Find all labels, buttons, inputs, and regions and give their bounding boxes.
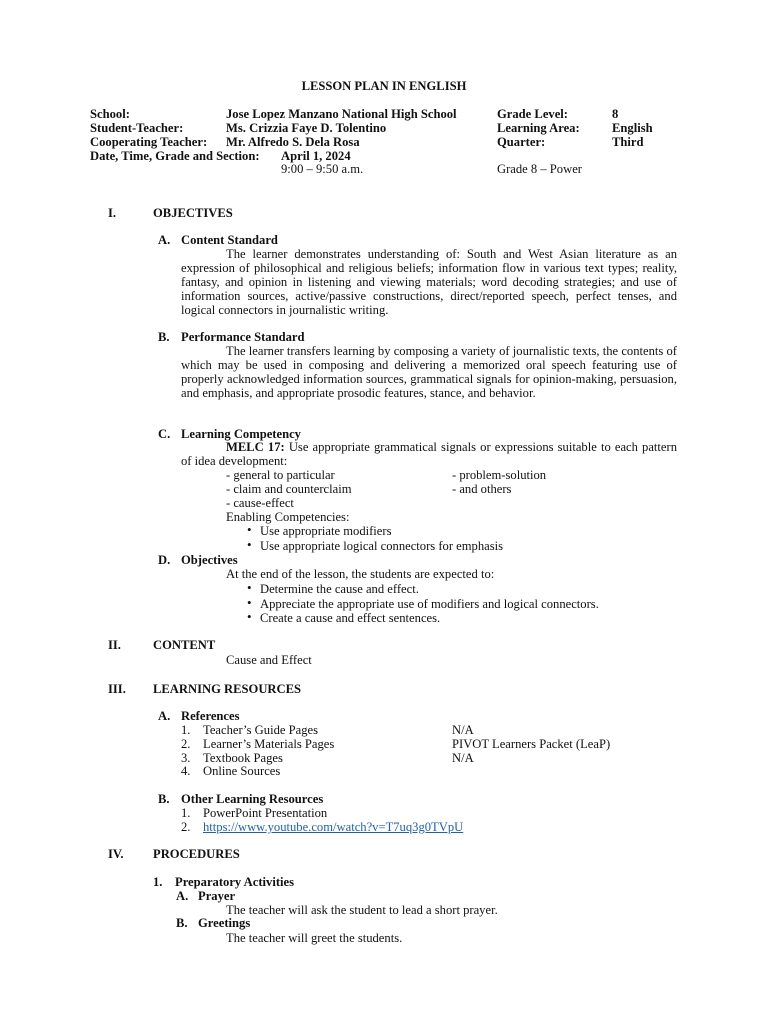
objectives-intro: At the end of the lesson, the students are expected to:: [226, 567, 495, 581]
date-value: April 1, 2024: [281, 149, 351, 163]
references-heading: References: [181, 709, 240, 723]
subsection-letter: B.: [158, 792, 170, 806]
learning-area-label: Learning Area:: [497, 121, 580, 135]
section-numeral-content: II.: [108, 638, 121, 652]
cooperating-teacher-label: Cooperating Teacher:: [90, 135, 208, 149]
reference-label: Textbook Pages: [203, 751, 283, 765]
enabling-item: • Use appropriate logical connectors for emphasis: [260, 539, 503, 553]
document-title: LESSON PLAN IN ENGLISH: [301, 79, 467, 93]
reference-num: 2.: [181, 737, 191, 751]
objective-item: • Create a cause and effect sentences.: [260, 611, 440, 625]
time-value: 9:00 – 9:50 a.m.: [281, 162, 364, 176]
greetings-heading: Greetings: [198, 916, 251, 930]
melc-label: MELC 17:: [226, 440, 285, 454]
preparatory-heading: Preparatory Activities: [175, 875, 295, 889]
reference-label: Teacher’s Guide Pages: [203, 723, 318, 737]
quarter-label: Quarter:: [497, 135, 546, 149]
learning-competency-heading: Learning Competency: [181, 427, 301, 441]
greetings-text: The teacher will greet the students.: [226, 931, 403, 945]
prayer-text: The teacher will ask the student to lead a short prayer.: [226, 903, 498, 917]
melc-text: Use appropriate grammatical signals or expressions suitable to each pattern of idea development:: [181, 440, 678, 468]
subsection-letter: C.: [158, 427, 171, 441]
section-heading-objectives: OBJECTIVES: [153, 206, 233, 220]
performance-standard-heading: Performance Standard: [181, 330, 305, 344]
section-heading-resources: LEARNING RESOURCES: [153, 682, 302, 696]
other-resource-num: 1.: [181, 806, 191, 820]
reference-label: Learner’s Materials Pages: [203, 737, 335, 751]
section-value: Grade 8 – Power: [497, 162, 582, 176]
subsection-letter: B.: [176, 916, 188, 930]
prayer-heading: Prayer: [198, 889, 236, 903]
other-resources-heading: Other Learning Resources: [181, 792, 324, 806]
content-standard-text: The learner demonstrates understanding of: South and West Asian literature as an expression of philosophical and religious beliefs; information flow in various text types; reality, fantasy, and opinion in listening and viewing materials; word decoding strategies; and use of information sources, active/passive constructions, direct/reported speech, perfect tenses, and logical connectors in journalistic writing.: [181, 247, 677, 317]
quarter-value: Third: [612, 135, 644, 149]
subsection-letter: A.: [176, 889, 189, 903]
enabling-competencies-label: Enabling Competencies:: [226, 510, 350, 524]
subsection-letter: D.: [158, 553, 171, 567]
content-standard-heading: Content Standard: [181, 233, 278, 247]
grade-level-label: Grade Level:: [497, 107, 568, 121]
pattern-item: - cause-effect: [226, 496, 294, 510]
melc-paragraph: [181, 440, 677, 468]
content-text: Cause and Effect: [226, 653, 312, 667]
section-heading-procedures: PROCEDURES: [153, 847, 240, 861]
objectives-heading: Objectives: [181, 553, 238, 567]
section-numeral-resources: III.: [108, 682, 126, 696]
objective-item: • Determine the cause and effect.: [260, 582, 419, 596]
reference-label: Online Sources: [203, 764, 281, 778]
preparatory-num: 1.: [153, 875, 163, 889]
pattern-item: - claim and counterclaim: [226, 482, 352, 496]
cooperating-teacher-value: Mr. Alfredo S. Dela Rosa: [226, 135, 360, 149]
student-teacher-value: Ms. Crizzia Faye D. Tolentino: [226, 121, 387, 135]
subsection-letter: A.: [158, 709, 171, 723]
enabling-item: • Use appropriate modifiers: [260, 524, 392, 538]
objective-item: • Appreciate the appropriate use of modifiers and logical connectors.: [260, 597, 599, 611]
learning-area-value: English: [612, 121, 653, 135]
pattern-item: - general to particular: [226, 468, 335, 482]
reference-value: N/A: [452, 751, 474, 765]
youtube-link[interactable]: https://www.youtube.com/watch?v=T7uq3g0TVpU: [203, 820, 464, 834]
section-numeral-objectives: I.: [108, 206, 117, 220]
reference-num: 3.: [181, 751, 191, 765]
subsection-letter: B.: [158, 330, 170, 344]
subsection-letter: A.: [158, 233, 171, 247]
reference-num: 1.: [181, 723, 191, 737]
other-resource-label: PowerPoint Presentation: [203, 806, 328, 820]
reference-value: PIVOT Learners Packet (LeaP): [452, 737, 611, 751]
other-resource-num: 2.: [181, 820, 191, 834]
reference-num: 4.: [181, 764, 191, 778]
pattern-item: - problem-solution: [452, 468, 547, 482]
student-teacher-label: Student-Teacher:: [90, 121, 184, 135]
school-value: Jose Lopez Manzano National High School: [226, 107, 457, 121]
grade-level-value: 8: [612, 107, 619, 121]
reference-value: N/A: [452, 723, 474, 737]
section-heading-content: CONTENT: [153, 638, 216, 652]
school-label: School:: [90, 107, 130, 121]
section-numeral-procedures: IV.: [108, 847, 124, 861]
pattern-item: - and others: [452, 482, 512, 496]
date-label: Date, Time, Grade and Section:: [90, 149, 260, 163]
performance-standard-text: The learner transfers learning by composing a variety of journalistic texts, the contents of which may be used in composing and delivering a memorized oral speech featuring use of properly acknowledged information sources, grammatical signals for opinion-making, persuasion, and emphasis, and appropriate prosodic features, stance, and behavior.: [181, 344, 677, 400]
